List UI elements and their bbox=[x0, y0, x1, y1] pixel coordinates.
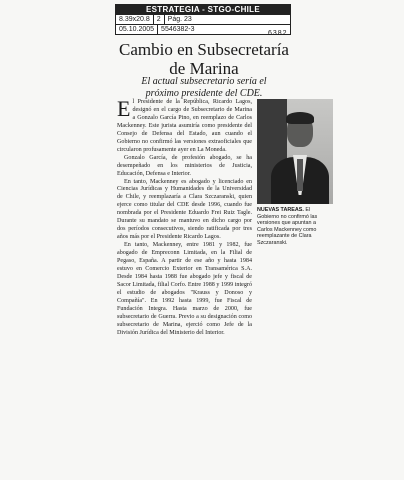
headline-line-2: de Marina bbox=[169, 59, 239, 78]
photo-tie bbox=[297, 159, 303, 191]
headline-line-1: Cambio en Subsecretaría bbox=[119, 40, 289, 59]
clipping-outlet: ESTRATEGIA - STGO-CHILE bbox=[116, 5, 290, 14]
article-headline bbox=[104, 40, 304, 78]
photo-hair bbox=[286, 112, 314, 124]
clipping-page: Pág. 23 bbox=[164, 15, 195, 24]
clipping-header bbox=[115, 4, 291, 35]
clipping-column: 2 bbox=[153, 15, 164, 24]
clipping-row-2 bbox=[116, 24, 290, 34]
portrait-photo bbox=[257, 99, 333, 204]
clipping-code: 8.39x20.8 bbox=[119, 16, 150, 23]
article-paragraph bbox=[117, 96, 252, 155]
drop-cap: E bbox=[117, 96, 131, 121]
article-paragraph: En tanto, Mackenney, entre 1981 y 1982, fue abogado de Empreconn Limitada, en la Filial de Pegaso, España. A partir de ese año y hasta 1984 estuvo en Comercio Exterior en Transamérica S.A. Desde 1984 hasta 1988 fue abogado jefe y fiscal de Sacor Limitada, filial Corfo. Entre 1988 y 1999 integró el estudio de abogados "Krauss y Donoso y Compañía". En 1992 hasta 1999, fue Fiscal de Fundación Integra. Hasta marzo de 2000, fue subsecretario de Guerra. Previo a su designación como subsecretario de Marina, ejerció como Jefe de la División Jurídica del Ministerio del Interior. bbox=[117, 242, 252, 336]
article-paragraph: En tanto, Mackenney es abogado y licenciado en Ciencias Jurídicas y Humanidades de la Universidad de Chile, y reemplazaría a Clara Szczaranski, quien ejerce como titular del CDE desde 1996, cuando fue nombrada por el Presidente Eduardo Frei Ruiz Tagle. Durante su mandato se mantuvo en dicho cargo por dos períodos consecutivos, siendo ratificada por tres años más por el Presidente Ricardo Lagos. bbox=[117, 178, 252, 241]
paragraph-text: l Presidente de la República, Ricardo Lagos, designó en el cargo de Subsecretario de Marina a Gonzalo García Pino, en reemplazo de Carlos Mackenney. Este jurista asumiría como presidente del Consejo de Defensa del Estado, aun cuando el Gobierno no confirmó las versiones extraoficiales que circularon profusamente ayer en La Moneda. bbox=[117, 99, 252, 153]
subhead-line-2: próximo presidente del CDE. bbox=[145, 88, 263, 99]
caption-text: El Gobierno no confirmó las versiones que apuntan a Carlos Mackenney como reemplazante de Clara Szczaranski. bbox=[257, 207, 318, 246]
article-subhead bbox=[100, 76, 308, 100]
caption-lead: NUEVAS TAREAS. bbox=[257, 207, 304, 213]
archive-number: 6382 bbox=[268, 30, 288, 37]
clipping-reference: 5546382-3 bbox=[157, 25, 197, 34]
photo-column bbox=[257, 99, 333, 247]
clipping-row-1 bbox=[116, 14, 290, 24]
subhead-line-1: El actual subsecretario sería el bbox=[141, 76, 267, 87]
article-body bbox=[117, 96, 252, 338]
article-paragraph: Gonzalo García, de profesión abogado, se ha desempeñado en los ministerios de Justicia, Educación, Defensa e Interior. bbox=[117, 154, 252, 177]
photo-caption bbox=[257, 207, 333, 247]
clipping-date: 05.10.2005 bbox=[119, 26, 155, 33]
